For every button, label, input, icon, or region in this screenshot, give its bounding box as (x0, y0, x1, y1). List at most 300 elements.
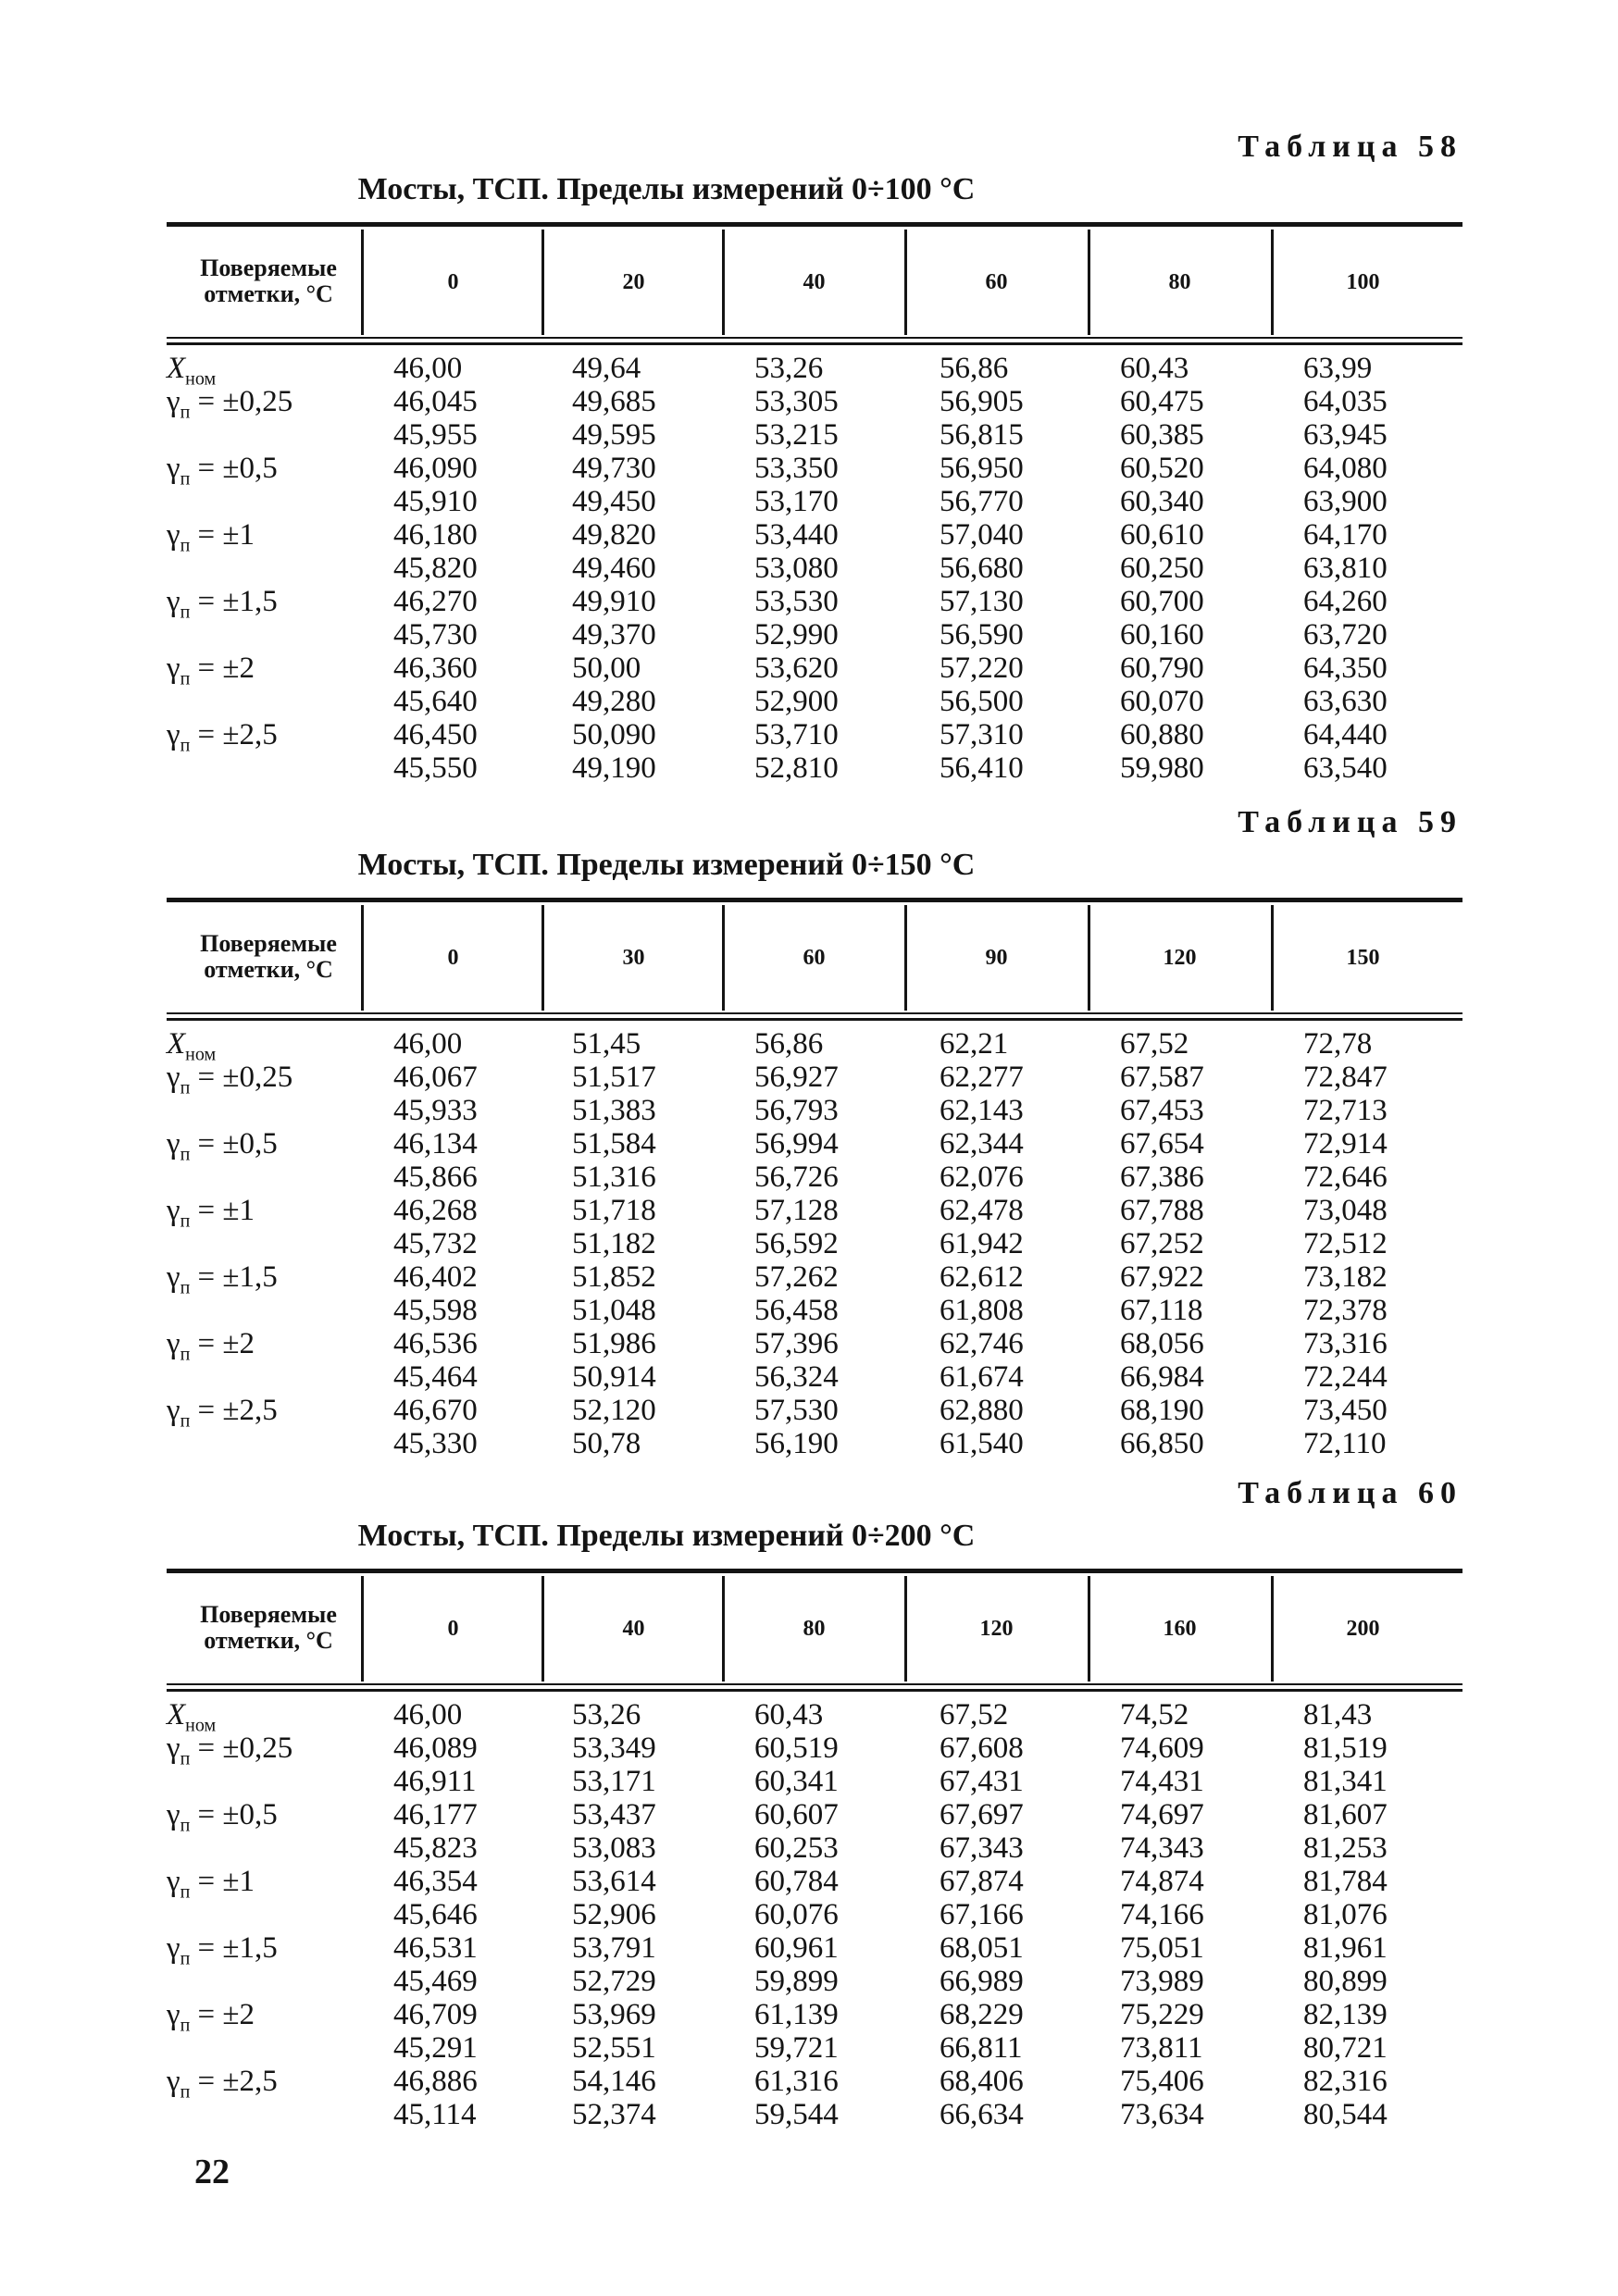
table-cell: 46,886 (393, 2065, 478, 2098)
column-header-200: 200 (1271, 1576, 1452, 1682)
table-cell: 45,114 (393, 2098, 477, 2131)
table-cell: 81,253 (1303, 1831, 1388, 1865)
table-cell: 81,784 (1303, 1865, 1388, 1898)
table-cell: 52,990 (754, 618, 839, 652)
table-cell: 67,608 (940, 1731, 1024, 1765)
table-cell: 73,048 (1303, 1194, 1388, 1227)
row-label: $\gamma_п = \pm 1,5$ (167, 1260, 278, 1298)
column-header-40: 40 (541, 1576, 723, 1682)
row-label: $\gamma_п = \pm 1,5$ (167, 1931, 278, 1969)
table-cell: 72,713 (1303, 1094, 1388, 1127)
row-label: $\gamma_п = \pm 2,5$ (167, 2065, 278, 2103)
table-header-rule (167, 337, 1462, 345)
column-header-120: 120 (904, 1576, 1086, 1682)
table-row (167, 1227, 1462, 1260)
row-label: $\gamma_п = \pm 0,5$ (167, 1127, 278, 1165)
table-cell: 67,587 (1120, 1061, 1204, 1094)
table-cell: 66,989 (940, 1965, 1024, 1998)
table-cell: 51,45 (572, 1027, 641, 1061)
table-cell: 57,220 (940, 652, 1024, 685)
table-cell: 60,790 (1120, 652, 1204, 685)
table-cell: 53,530 (754, 585, 839, 618)
table-cell: 52,810 (754, 751, 839, 785)
table-cell: 81,519 (1303, 1731, 1388, 1765)
table-cell: 46,354 (393, 1865, 478, 1898)
table-cell: 61,674 (940, 1360, 1024, 1394)
table-cell: 61,942 (940, 1227, 1024, 1260)
table-cell: 72,244 (1303, 1360, 1388, 1394)
table-cell: 72,378 (1303, 1294, 1388, 1327)
column-header-0: 0 (361, 1576, 542, 1682)
table-cell: 67,52 (1120, 1027, 1189, 1061)
table-cell: 74,697 (1120, 1798, 1204, 1831)
column-header-30: 30 (541, 905, 723, 1011)
table-cell: 49,64 (572, 352, 641, 385)
row-label: $\gamma_п = \pm 1$ (167, 1194, 255, 1232)
table-cell: 60,385 (1120, 418, 1204, 452)
table-cell: 74,52 (1120, 1698, 1189, 1731)
table-cell: 64,080 (1303, 452, 1388, 485)
table-cell: 56,410 (940, 751, 1024, 785)
table-cell: 68,406 (940, 2065, 1024, 2098)
table-cell: 67,166 (940, 1898, 1024, 1931)
header-label (167, 1602, 370, 1654)
header-label (167, 255, 370, 307)
table-cell: 49,460 (572, 552, 656, 585)
table-cell: 62,076 (940, 1160, 1024, 1194)
table-cell: 52,120 (572, 1394, 656, 1427)
table-cell: 53,349 (572, 1731, 656, 1765)
table-cell: 67,697 (940, 1798, 1024, 1831)
table-cell: 74,166 (1120, 1898, 1204, 1931)
table-cell: 60,340 (1120, 485, 1204, 518)
row-label: $\gamma_п = \pm 0,25$ (167, 385, 293, 423)
table-cell: 52,551 (572, 2031, 656, 2065)
table-cell: 62,478 (940, 1194, 1024, 1227)
table-cell: 72,110 (1303, 1427, 1387, 1460)
table-cell: 46,00 (393, 1698, 463, 1731)
table-cell: 62,746 (940, 1327, 1024, 1360)
row-label: $\gamma_п = \pm 2,5$ (167, 718, 278, 756)
page-number: 22 (194, 2153, 230, 2191)
table-cell: 46,670 (393, 1394, 478, 1427)
table-cell: 60,43 (1120, 352, 1189, 385)
table-cell: 53,791 (572, 1931, 656, 1965)
header-label (167, 931, 370, 983)
table-cell: 56,994 (754, 1127, 839, 1160)
table-cell: 60,250 (1120, 552, 1204, 585)
table-cell: 53,083 (572, 1831, 656, 1865)
table-row (167, 1294, 1462, 1327)
table-cell: 56,726 (754, 1160, 839, 1194)
table-cell: 60,520 (1120, 452, 1204, 485)
table-cell: 75,051 (1120, 1931, 1204, 1965)
table-row (167, 1931, 1462, 1969)
table-cell: 53,620 (754, 652, 839, 685)
column-header-80: 80 (722, 1576, 903, 1682)
table-cell: 53,170 (754, 485, 839, 518)
table-cell: 72,646 (1303, 1160, 1388, 1194)
table-cell: 72,78 (1303, 1027, 1373, 1061)
table-row (167, 552, 1462, 585)
table-cell: 51,316 (572, 1160, 656, 1194)
table-cell: 60,43 (754, 1698, 824, 1731)
table-cell: 51,852 (572, 1260, 656, 1294)
table-cell: 53,080 (754, 552, 839, 585)
table-cell: 56,324 (754, 1360, 839, 1394)
table-row (167, 652, 1462, 689)
table-top-rule (167, 1569, 1462, 1573)
table-cell: 46,00 (393, 1027, 463, 1061)
table-cell: 60,070 (1120, 685, 1204, 718)
column-header-0: 0 (361, 230, 542, 335)
table-cell: 64,350 (1303, 652, 1388, 685)
table-row (167, 1260, 1462, 1298)
table-cell: 67,52 (940, 1698, 1009, 1731)
table-cell: 45,866 (393, 1160, 478, 1194)
table-cell: 53,350 (754, 452, 839, 485)
table-cell: 73,316 (1303, 1327, 1388, 1360)
table-cell: 53,215 (754, 418, 839, 452)
table-cell: 82,316 (1303, 2065, 1388, 2098)
table-row (167, 485, 1462, 518)
table-cell: 74,431 (1120, 1765, 1204, 1798)
table-cell: 73,182 (1303, 1260, 1388, 1294)
table-cell: 60,961 (754, 1931, 839, 1965)
table-cell: 74,609 (1120, 1731, 1204, 1765)
table-row (167, 1765, 1462, 1798)
column-header-60: 60 (904, 230, 1086, 335)
table-cell: 62,277 (940, 1061, 1024, 1094)
table-cell: 45,910 (393, 485, 478, 518)
table-cell: 68,056 (1120, 1327, 1204, 1360)
row-label: $\gamma_п = \pm 0,5$ (167, 1798, 278, 1836)
table-cell: 45,291 (393, 2031, 478, 2065)
table-cell: 56,680 (940, 552, 1024, 585)
table-row (167, 1731, 1462, 1769)
table-cell: 74,874 (1120, 1865, 1204, 1898)
table-cell: 66,984 (1120, 1360, 1204, 1394)
table-cell: 73,450 (1303, 1394, 1388, 1427)
table-row (167, 1061, 1462, 1098)
table-cell: 50,00 (572, 652, 641, 685)
table-cell: 60,253 (754, 1831, 839, 1865)
header-label-line: Поверяемые (200, 1601, 337, 1628)
table-cell: 45,469 (393, 1965, 478, 1998)
table-row (167, 1865, 1462, 1903)
table-cell: 74,343 (1120, 1831, 1204, 1865)
table-row (167, 2098, 1462, 2131)
row-label: $\gamma_п = \pm 2$ (167, 652, 255, 689)
table-cell: 67,252 (1120, 1227, 1204, 1260)
table-cell: 81,607 (1303, 1798, 1388, 1831)
table-cell: 60,880 (1120, 718, 1204, 751)
table-row (167, 685, 1462, 718)
table-row (167, 1427, 1462, 1460)
table-cell: 49,910 (572, 585, 656, 618)
table-cell: 67,386 (1120, 1160, 1204, 1194)
table-block-2 (167, 805, 1462, 1471)
table-row (167, 1360, 1462, 1394)
table-row (167, 1194, 1462, 1232)
table-cell: 50,78 (572, 1427, 641, 1460)
table-cell: 46,089 (393, 1731, 478, 1765)
column-header-100: 100 (1271, 230, 1452, 335)
table-cell: 53,437 (572, 1798, 656, 1831)
table-cell: 45,820 (393, 552, 478, 585)
table-cell: 62,21 (940, 1027, 1009, 1061)
table-cell: 46,045 (393, 385, 478, 418)
table-cell: 49,450 (572, 485, 656, 518)
table-cell: 57,310 (940, 718, 1024, 751)
column-header-40: 40 (722, 230, 903, 335)
table-cell: 54,146 (572, 2065, 656, 2098)
table-cell: 46,450 (393, 718, 478, 751)
table-cell: 56,592 (754, 1227, 839, 1260)
table-cell: 51,048 (572, 1294, 656, 1327)
row-label: $\gamma_п = \pm 1,5$ (167, 585, 278, 623)
table-cell: 59,899 (754, 1965, 839, 1998)
table-cell: 45,955 (393, 418, 478, 452)
table-title: Мосты, ТСП. Пределы измерений 0÷200 °C (357, 1519, 976, 1553)
table-row (167, 1394, 1462, 1432)
table-cell: 46,911 (393, 1765, 477, 1798)
table-cell: 73,989 (1120, 1965, 1204, 1998)
table-cell: 51,383 (572, 1094, 656, 1127)
table-cell: 63,540 (1303, 751, 1388, 785)
table-cell: 72,847 (1303, 1061, 1388, 1094)
table-cell: 46,00 (393, 352, 463, 385)
row-label: $\gamma_п = \pm 0,25$ (167, 1731, 293, 1769)
row-label: $\gamma_п = \pm 1$ (167, 1865, 255, 1903)
row-label: $\gamma_п = \pm 1$ (167, 518, 255, 556)
table-cell: 53,26 (572, 1698, 641, 1731)
table-row (167, 1094, 1462, 1127)
table-row (167, 751, 1462, 785)
header-label-line: отметки, °С (204, 1627, 333, 1654)
table-cell: 49,595 (572, 418, 656, 452)
table-cell: 56,590 (940, 618, 1024, 652)
table-block-3 (167, 1476, 1462, 2142)
table-cell: 53,305 (754, 385, 839, 418)
row-label: $\gamma_п = \pm 2$ (167, 1327, 255, 1365)
table-row (167, 1965, 1462, 1998)
table-cell: 62,143 (940, 1094, 1024, 1127)
table-cell: 51,986 (572, 1327, 656, 1360)
column-header-60: 60 (722, 905, 903, 1011)
table-cell: 57,040 (940, 518, 1024, 552)
table-cell: 46,709 (393, 1998, 478, 2031)
table-cell: 46,177 (393, 1798, 478, 1831)
table-cell: 80,899 (1303, 1965, 1388, 1998)
table-cell: 49,370 (572, 618, 656, 652)
table-row (167, 418, 1462, 452)
table-cell: 61,540 (940, 1427, 1024, 1460)
table-cell: 67,654 (1120, 1127, 1204, 1160)
table-cell: 63,99 (1303, 352, 1373, 385)
table-cell: 75,406 (1120, 2065, 1204, 2098)
table-cell: 73,811 (1120, 2031, 1203, 2065)
table-cell: 62,344 (940, 1127, 1024, 1160)
table-cell: 49,685 (572, 385, 656, 418)
table-row (167, 452, 1462, 490)
table-cell: 45,464 (393, 1360, 478, 1394)
table-cell: 67,431 (940, 1765, 1024, 1798)
table-cell: 63,720 (1303, 618, 1388, 652)
column-header-80: 80 (1088, 230, 1269, 335)
row-label: $\gamma_п = \pm 0,25$ (167, 1061, 293, 1098)
table-cell: 68,051 (940, 1931, 1024, 1965)
table-cell: 64,035 (1303, 385, 1388, 418)
table-cell: 72,914 (1303, 1127, 1388, 1160)
table-cell: 75,229 (1120, 1998, 1204, 2031)
table-cell: 46,180 (393, 518, 478, 552)
table-cell: 64,170 (1303, 518, 1388, 552)
table-cell: 45,646 (393, 1898, 478, 1931)
table-header-rule (167, 1012, 1462, 1021)
table-cell: 67,453 (1120, 1094, 1204, 1127)
table-cell: 56,905 (940, 385, 1024, 418)
table-cell: 53,969 (572, 1998, 656, 2031)
table-cell: 56,86 (754, 1027, 824, 1061)
table-cell: 51,584 (572, 1127, 656, 1160)
table-cell: 81,341 (1303, 1765, 1388, 1798)
table-cell: 67,874 (940, 1865, 1024, 1898)
table-cell: 49,280 (572, 685, 656, 718)
table-cell: 56,815 (940, 418, 1024, 452)
table-cell: 56,950 (940, 452, 1024, 485)
table-cell: 46,536 (393, 1327, 478, 1360)
table-cell: 46,270 (393, 585, 478, 618)
table-cell: 56,86 (940, 352, 1009, 385)
table-cell: 73,634 (1120, 2098, 1204, 2131)
table-cell: 61,808 (940, 1294, 1024, 1327)
table-cell: 66,634 (940, 2098, 1024, 2131)
table-title: Мосты, ТСП. Пределы измерений 0÷150 °C (357, 848, 976, 882)
table-row (167, 352, 1462, 390)
table-cell: 50,090 (572, 718, 656, 751)
table-cell: 49,730 (572, 452, 656, 485)
table-cell: 45,823 (393, 1831, 478, 1865)
table-cell: 53,710 (754, 718, 839, 751)
table-cell: 46,134 (393, 1127, 478, 1160)
table-cell: 56,927 (754, 1061, 839, 1094)
table-cell: 60,160 (1120, 618, 1204, 652)
table-cell: 57,530 (754, 1394, 839, 1427)
table-cell: 60,076 (754, 1898, 839, 1931)
table-cell: 49,190 (572, 751, 656, 785)
column-header-120: 120 (1088, 905, 1269, 1011)
header-label-line: Поверяемые (200, 254, 337, 281)
table-row (167, 385, 1462, 423)
row-label: $X_{ном}$ (167, 1027, 217, 1065)
table-cell: 82,139 (1303, 1998, 1388, 2031)
table-cell: 57,262 (754, 1260, 839, 1294)
table-cell: 60,341 (754, 1765, 839, 1798)
column-header-20: 20 (541, 230, 723, 335)
column-header-160: 160 (1088, 1576, 1269, 1682)
table-row (167, 1998, 1462, 2036)
row-label: $X_{ном}$ (167, 1698, 217, 1736)
table-top-rule (167, 898, 1462, 902)
table-cell: 56,190 (754, 1427, 839, 1460)
table-cell: 56,500 (940, 685, 1024, 718)
table-cell: 52,729 (572, 1965, 656, 1998)
table-cell: 51,718 (572, 1194, 656, 1227)
table-row (167, 1027, 1462, 1065)
table-cell: 45,550 (393, 751, 478, 785)
table-cell: 52,906 (572, 1898, 656, 1931)
table-header-row (167, 1576, 1462, 1682)
table-cell: 46,531 (393, 1931, 478, 1965)
table-cell: 80,544 (1303, 2098, 1388, 2131)
table-cell: 53,440 (754, 518, 839, 552)
table-cell: 51,182 (572, 1227, 656, 1260)
table-cell: 46,360 (393, 652, 478, 685)
table-cell: 57,396 (754, 1327, 839, 1360)
table-cell: 46,402 (393, 1260, 478, 1294)
table-row (167, 1831, 1462, 1865)
table-number: Таблица 58 (1238, 130, 1462, 164)
table-cell: 56,770 (940, 485, 1024, 518)
header-label-line: Поверяемые (200, 930, 337, 957)
column-header-0: 0 (361, 905, 542, 1011)
table-number: Таблица 60 (1238, 1476, 1462, 1510)
table-cell: 81,43 (1303, 1698, 1373, 1731)
table-cell: 60,700 (1120, 585, 1204, 618)
header-label-line: отметки, °С (204, 280, 333, 307)
table-cell: 52,900 (754, 685, 839, 718)
table-cell: 45,598 (393, 1294, 478, 1327)
table-cell: 68,229 (940, 1998, 1024, 2031)
table-row (167, 2031, 1462, 2065)
table-row (167, 1160, 1462, 1194)
table-cell: 61,139 (754, 1998, 839, 2031)
table-cell: 51,517 (572, 1061, 656, 1094)
table-row (167, 1327, 1462, 1365)
row-label: $X_{ном}$ (167, 352, 217, 390)
table-cell: 67,788 (1120, 1194, 1204, 1227)
table-cell: 62,880 (940, 1394, 1024, 1427)
table-row (167, 1127, 1462, 1165)
table-cell: 67,343 (940, 1831, 1024, 1865)
table-cell: 66,811 (940, 2031, 1023, 2065)
table-header-row (167, 905, 1462, 1011)
table-cell: 57,130 (940, 585, 1024, 618)
table-header-row (167, 230, 1462, 335)
table-cell: 50,914 (572, 1360, 656, 1394)
table-cell: 60,607 (754, 1798, 839, 1831)
column-header-150: 150 (1271, 905, 1452, 1011)
table-cell: 81,076 (1303, 1898, 1388, 1931)
table-row (167, 718, 1462, 756)
table-cell: 63,630 (1303, 685, 1388, 718)
table-cell: 46,090 (393, 452, 478, 485)
header-label-line: отметки, °С (204, 956, 333, 983)
table-row (167, 2065, 1462, 2103)
table-cell: 59,544 (754, 2098, 839, 2131)
table-header-rule (167, 1683, 1462, 1692)
table-cell: 81,961 (1303, 1931, 1388, 1965)
table-row (167, 518, 1462, 556)
table-cell: 45,732 (393, 1227, 478, 1260)
table-row (167, 618, 1462, 652)
table-cell: 52,374 (572, 2098, 656, 2131)
table-title: Мосты, ТСП. Пределы измерений 0÷100 °C (357, 172, 976, 206)
table-cell: 80,721 (1303, 2031, 1388, 2065)
table-cell: 60,784 (754, 1865, 839, 1898)
table-cell: 53,26 (754, 352, 824, 385)
